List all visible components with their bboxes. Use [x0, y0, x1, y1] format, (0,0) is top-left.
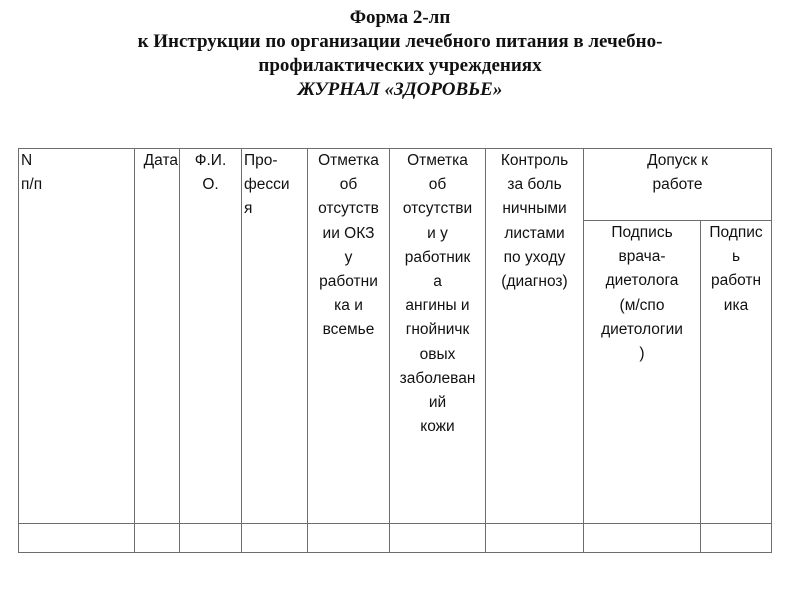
column-header-angina-text: Отметка об отсутстви и у работник а ангины и гнойничк овых заболеван ий кожи: [399, 152, 476, 436]
column-header-profession: [242, 149, 308, 524]
column-header-sick-leave-text: Контроль за боль ничными листами по уходу (диагноз): [500, 152, 569, 291]
table-cell[interactable]: [242, 524, 308, 553]
column-header-profession-text: Про- фесси я: [244, 152, 290, 218]
column-header-sick-leave: [486, 149, 584, 524]
column-header-number-text: N п/п: [21, 152, 43, 194]
table-cell[interactable]: [584, 524, 701, 553]
column-header-doctor-signature: [584, 221, 701, 524]
column-header-date: [135, 149, 180, 524]
table-cell[interactable]: [19, 524, 135, 553]
column-header-admission: [584, 149, 772, 221]
column-header-number: [19, 149, 135, 524]
table-header-row: [19, 149, 772, 221]
form-number: Форма 2-лп: [349, 7, 451, 28]
column-header-okz-text: Отметка об отсутств ии ОКЗ у работни ка и всемье: [318, 152, 379, 339]
table-cell[interactable]: [308, 524, 390, 553]
instruction-reference-line2: профилактических учреждениях: [258, 55, 542, 76]
column-header-admission-text: Допуск к работе: [647, 152, 708, 194]
instruction-reference-line1: к Инструкции по организации лечебного питания в лечебно-: [137, 31, 663, 52]
column-header-doctor-signature-text: Подпись врача- диетолога (м/спо диетологии ): [601, 224, 683, 363]
table-cell[interactable]: [486, 524, 584, 553]
table-cell[interactable]: [135, 524, 180, 553]
column-header-okz: [308, 149, 390, 524]
journal-title: ЖУРНАЛ «ЗДОРОВЬЕ»: [297, 79, 503, 100]
column-header-fio: [180, 149, 242, 524]
column-header-worker-signature-text: Подпис ь работн ика: [709, 224, 763, 314]
column-header-date-text: Дата: [143, 152, 178, 169]
document-heading: [0, 6, 800, 102]
table-cell[interactable]: [180, 524, 242, 553]
table-cell[interactable]: [701, 524, 772, 553]
table-cell[interactable]: [390, 524, 486, 553]
column-header-worker-signature: [701, 221, 772, 524]
column-header-fio-text: Ф.И. О.: [194, 152, 227, 194]
column-header-angina: [390, 149, 486, 524]
health-journal-table: [18, 148, 772, 553]
table-row: [19, 524, 772, 553]
